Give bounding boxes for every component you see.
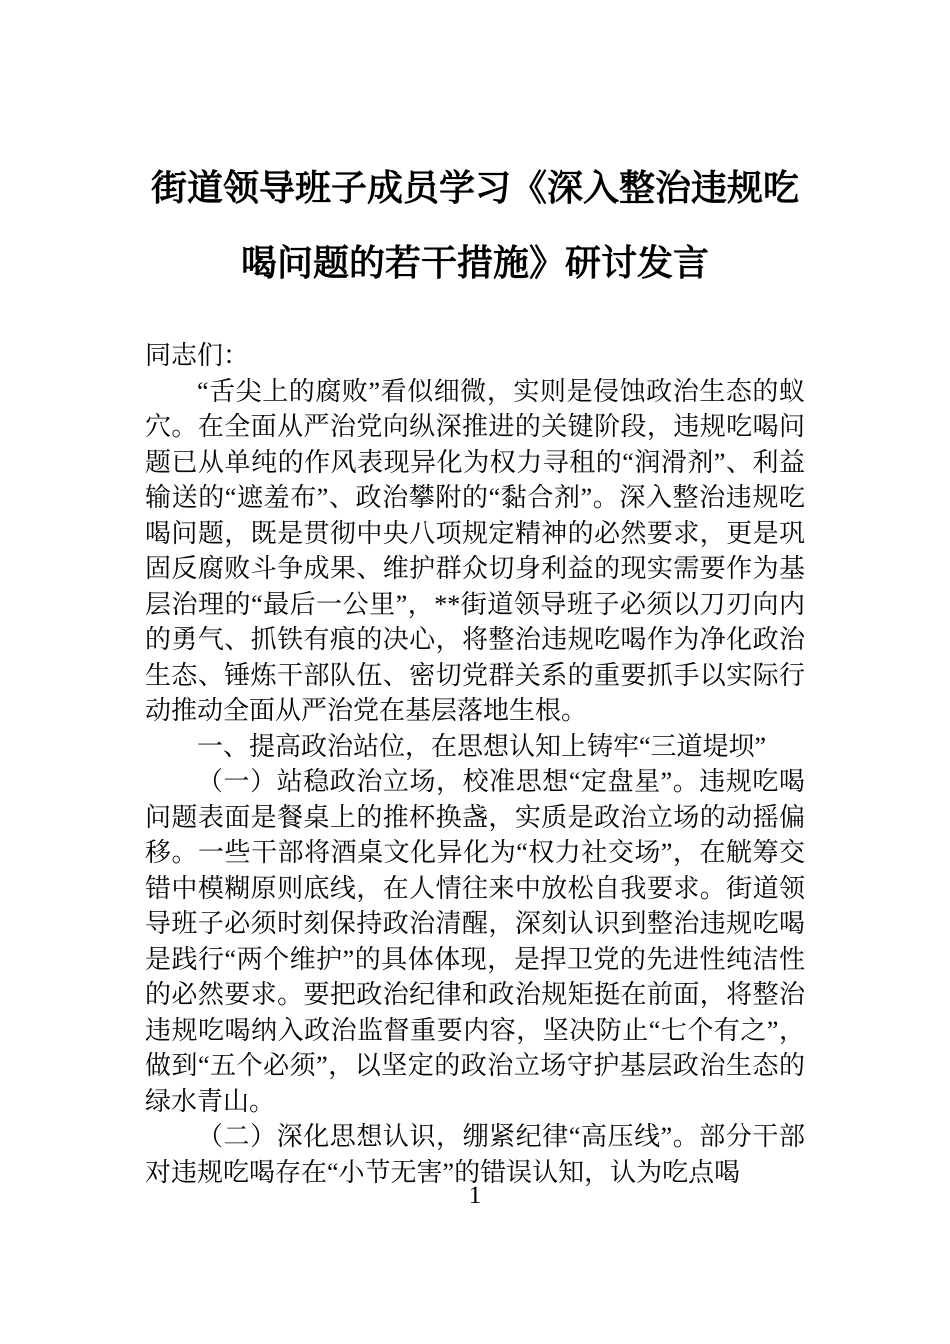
paragraph-intro: “舌尖上的腐败”看似细微，实则是侵蚀政治生态的蚁穴。在全面从严治党向纵深推进的关键阶段，违规吃喝问题已从单纯的作风表现异化为权力寻租的“润滑剂”、利益输送的“遮羞布”、政治攀附的“黏合剂”。深入整治违规吃喝问题，既是贯彻中央八项规定精神的必然要求，更是巩固反腐败斗争成果、维护群众切身利益的现实需要作为基层治理的“最后一公里”，**街道领导班子必须以刀刃向内的勇气、抓铁有痕的决心，将整治违规吃喝作为净化政治生态、锤炼干部队伍、密切党群关系的重要抓手以实际行动推动全面从严治党在基层落地生根。 <box>145 376 805 725</box>
paragraph-section-1-2: （二）深化思想认识，绷紧纪律“高压线”。部分干部对违规吃喝存在“小节无害”的错误认知，认为吃点喝 <box>145 1122 805 1187</box>
document-title: 街道领导班子成员学习《深入整治违规吃喝问题的若干措施》研讨发言 <box>150 167 799 283</box>
document-body <box>145 338 805 1190</box>
paragraph-salutation: 同志们： <box>145 341 250 370</box>
page-number: 1 <box>468 1182 482 1209</box>
heading-section-1: 一、提高政治站位，在思想认知上铸牢“三道堤坝” <box>197 731 767 761</box>
paragraph-section-1-1: （一）站稳政治立场，校准思想“定盘星”。违规吃喝问题表面是餐桌上的推杯换盏，实质是政治立场的动摇偏移。一些干部将酒桌文化异化为“权力社交场”，在觥筹交错中模糊原则底线，在人情往来中放松自我要求。街道领导班子必须时刻保持政治清醒，深刻认识到整治违规吃喝是践行“两个维护”的具体体现，是捍卫党的先进性纯洁性的必然要求。要把政治纪律和政治规矩挺在前面，将整治违规吃喝纳入政治监督重要内容，坚决防止“七个有之”，做到“五个必须”，以坚定的政治立场守护基层政治生态的绿水青山。 <box>145 767 805 1116</box>
